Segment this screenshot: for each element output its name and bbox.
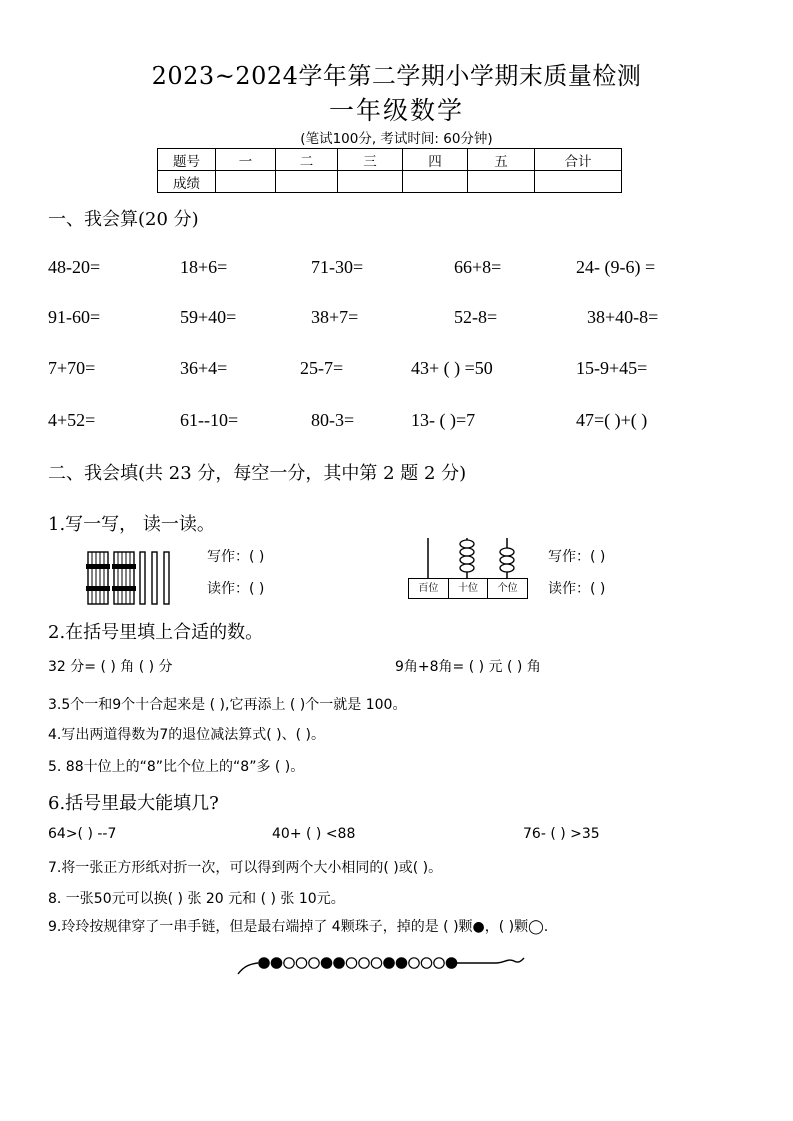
single-stick-icon xyxy=(152,552,157,604)
calc-item: 47=( )+( ) xyxy=(576,410,648,430)
q1-right-read[interactable]: 读作：( ) xyxy=(548,581,606,597)
q1-left-read[interactable]: 读作：( ) xyxy=(207,581,265,597)
abacus-image xyxy=(408,538,528,602)
q2-b: 9角+8角= ( ) 元 ( ) 角 xyxy=(395,659,541,675)
black-bead-icon xyxy=(334,958,344,968)
score-header-cell: 三 xyxy=(338,149,403,171)
abacus-label-ones: 个位 xyxy=(497,583,518,594)
calc-item: 91-60= xyxy=(48,307,101,327)
stick-bundle-icon xyxy=(112,552,136,604)
score-table-row-scores xyxy=(158,171,622,193)
calc-item: 52-8= xyxy=(454,307,498,327)
q9-text: 9.玲玲按规律穿了一串手链，但是最右端掉了 4颗珠子，掉的是 ( )颗●，( )颗◯. xyxy=(48,919,549,935)
section2-heading: 二、我会填(共 23 分，每空一分，其中第 2 题 2 分) xyxy=(48,463,467,484)
score-cell[interactable] xyxy=(468,171,535,193)
single-stick-icon xyxy=(140,552,145,604)
q8-text: 8. 一张50元可以换( ) 张 20 元和 ( ) 张 10元。 xyxy=(48,891,345,907)
score-header-cell: 二 xyxy=(276,149,338,171)
q3-text: 3.5个一和9个十合起来是 ( ),它再添上 ( )个一就是 100。 xyxy=(48,697,407,713)
single-stick-icon xyxy=(164,552,169,604)
score-header-cell: 题号 xyxy=(158,149,216,171)
score-header-cell: 一 xyxy=(216,149,276,171)
q1-right-write[interactable]: 写作：( ) xyxy=(548,549,606,565)
q4-text: 4.写出两道得数为7的退位减法算式( )、( )。 xyxy=(48,727,326,743)
calc-item: 71-30= xyxy=(311,257,364,277)
bead-row xyxy=(259,958,457,968)
abacus-place-labels xyxy=(408,578,528,599)
calc-item: 25-7= xyxy=(300,358,344,378)
calc-item: 13- ( )=7 xyxy=(411,410,476,430)
exam-title: 2023~2024学年第二学期小学期末质量检测 xyxy=(151,62,642,90)
score-cell[interactable] xyxy=(276,171,338,193)
score-header-cell: 合计 xyxy=(535,149,622,171)
score-cell[interactable] xyxy=(338,171,403,193)
white-bead-icon xyxy=(309,958,319,968)
white-bead-icon xyxy=(346,958,356,968)
q6-b: 40+ ( ) <88 xyxy=(272,826,356,842)
exam-subject: 一年级数学 xyxy=(328,96,464,125)
calc-item: 48-20= xyxy=(48,257,101,277)
bracelet-string-right xyxy=(451,958,524,963)
q6-text: 6.括号里最大能填几? xyxy=(48,793,219,814)
abacus-rods-icon xyxy=(408,538,528,578)
bracelet-string-left xyxy=(238,963,258,974)
score-header-cell: 四 xyxy=(403,149,468,171)
black-bead-icon xyxy=(396,958,406,968)
black-bead-icon xyxy=(384,958,394,968)
score-row-label: 成绩 xyxy=(158,171,216,193)
white-bead-icon xyxy=(409,958,419,968)
white-bead-icon xyxy=(359,958,369,968)
q6-c: 76- ( ) >35 xyxy=(523,826,600,842)
calc-item: 24- (9-6) = xyxy=(576,257,656,277)
section1-heading: 一、我会算(20 分) xyxy=(48,209,199,230)
score-cell[interactable] xyxy=(403,171,468,193)
stick-bundles-image xyxy=(86,548,178,608)
calc-item: 38+7= xyxy=(311,307,359,327)
q2-a: 32 分= ( ) 角 ( ) 分 xyxy=(48,659,173,675)
bracelet-image xyxy=(236,950,526,978)
black-bead-icon xyxy=(259,958,269,968)
calc-item: 59+40= xyxy=(180,307,237,327)
white-bead-icon xyxy=(371,958,381,968)
score-table-row-header xyxy=(158,149,622,171)
q2-text: 2.在括号里填上合适的数。 xyxy=(48,622,264,643)
black-bead-icon xyxy=(321,958,331,968)
q7-text: 7.将一张正方形纸对折一次，可以得到两个大小相同的( )或( )。 xyxy=(48,860,443,876)
calc-item: 4+52= xyxy=(48,410,96,430)
white-bead-icon xyxy=(434,958,444,968)
score-cell[interactable] xyxy=(535,171,622,193)
calc-item: 66+8= xyxy=(454,257,502,277)
calc-item: 80-3= xyxy=(311,410,355,430)
calc-item: 43+ ( ) =50 xyxy=(411,358,493,378)
calc-item: 7+70= xyxy=(48,358,96,378)
score-table xyxy=(157,148,622,193)
calc-item: 38+40-8= xyxy=(587,307,659,327)
q1-left-write[interactable]: 写作：( ) xyxy=(207,549,265,565)
abacus-label-hundreds: 百位 xyxy=(409,579,449,598)
white-bead-icon xyxy=(284,958,294,968)
white-bead-icon xyxy=(421,958,431,968)
white-bead-icon xyxy=(296,958,306,968)
calc-item: 15-9+45= xyxy=(576,358,648,378)
abacus-label-tens: 十位 xyxy=(449,579,489,598)
black-bead-icon xyxy=(446,958,456,968)
exam-note: (笔试100分, 考试时间: 60分钟) xyxy=(300,131,493,147)
q6-a: 64>( ) --7 xyxy=(48,826,117,842)
calc-item: 61--10= xyxy=(180,410,239,430)
score-header-cell: 五 xyxy=(468,149,535,171)
score-cell[interactable] xyxy=(216,171,276,193)
black-bead-icon xyxy=(271,958,281,968)
q1-text: 1.写一写， 读一读。 xyxy=(48,514,215,535)
calc-item: 18+6= xyxy=(180,257,228,277)
stick-bundle-icon xyxy=(86,552,110,604)
calc-item: 36+4= xyxy=(180,358,228,378)
q5-text: 5. 88十位上的“8”比个位上的“8”多 ( )。 xyxy=(48,759,305,775)
